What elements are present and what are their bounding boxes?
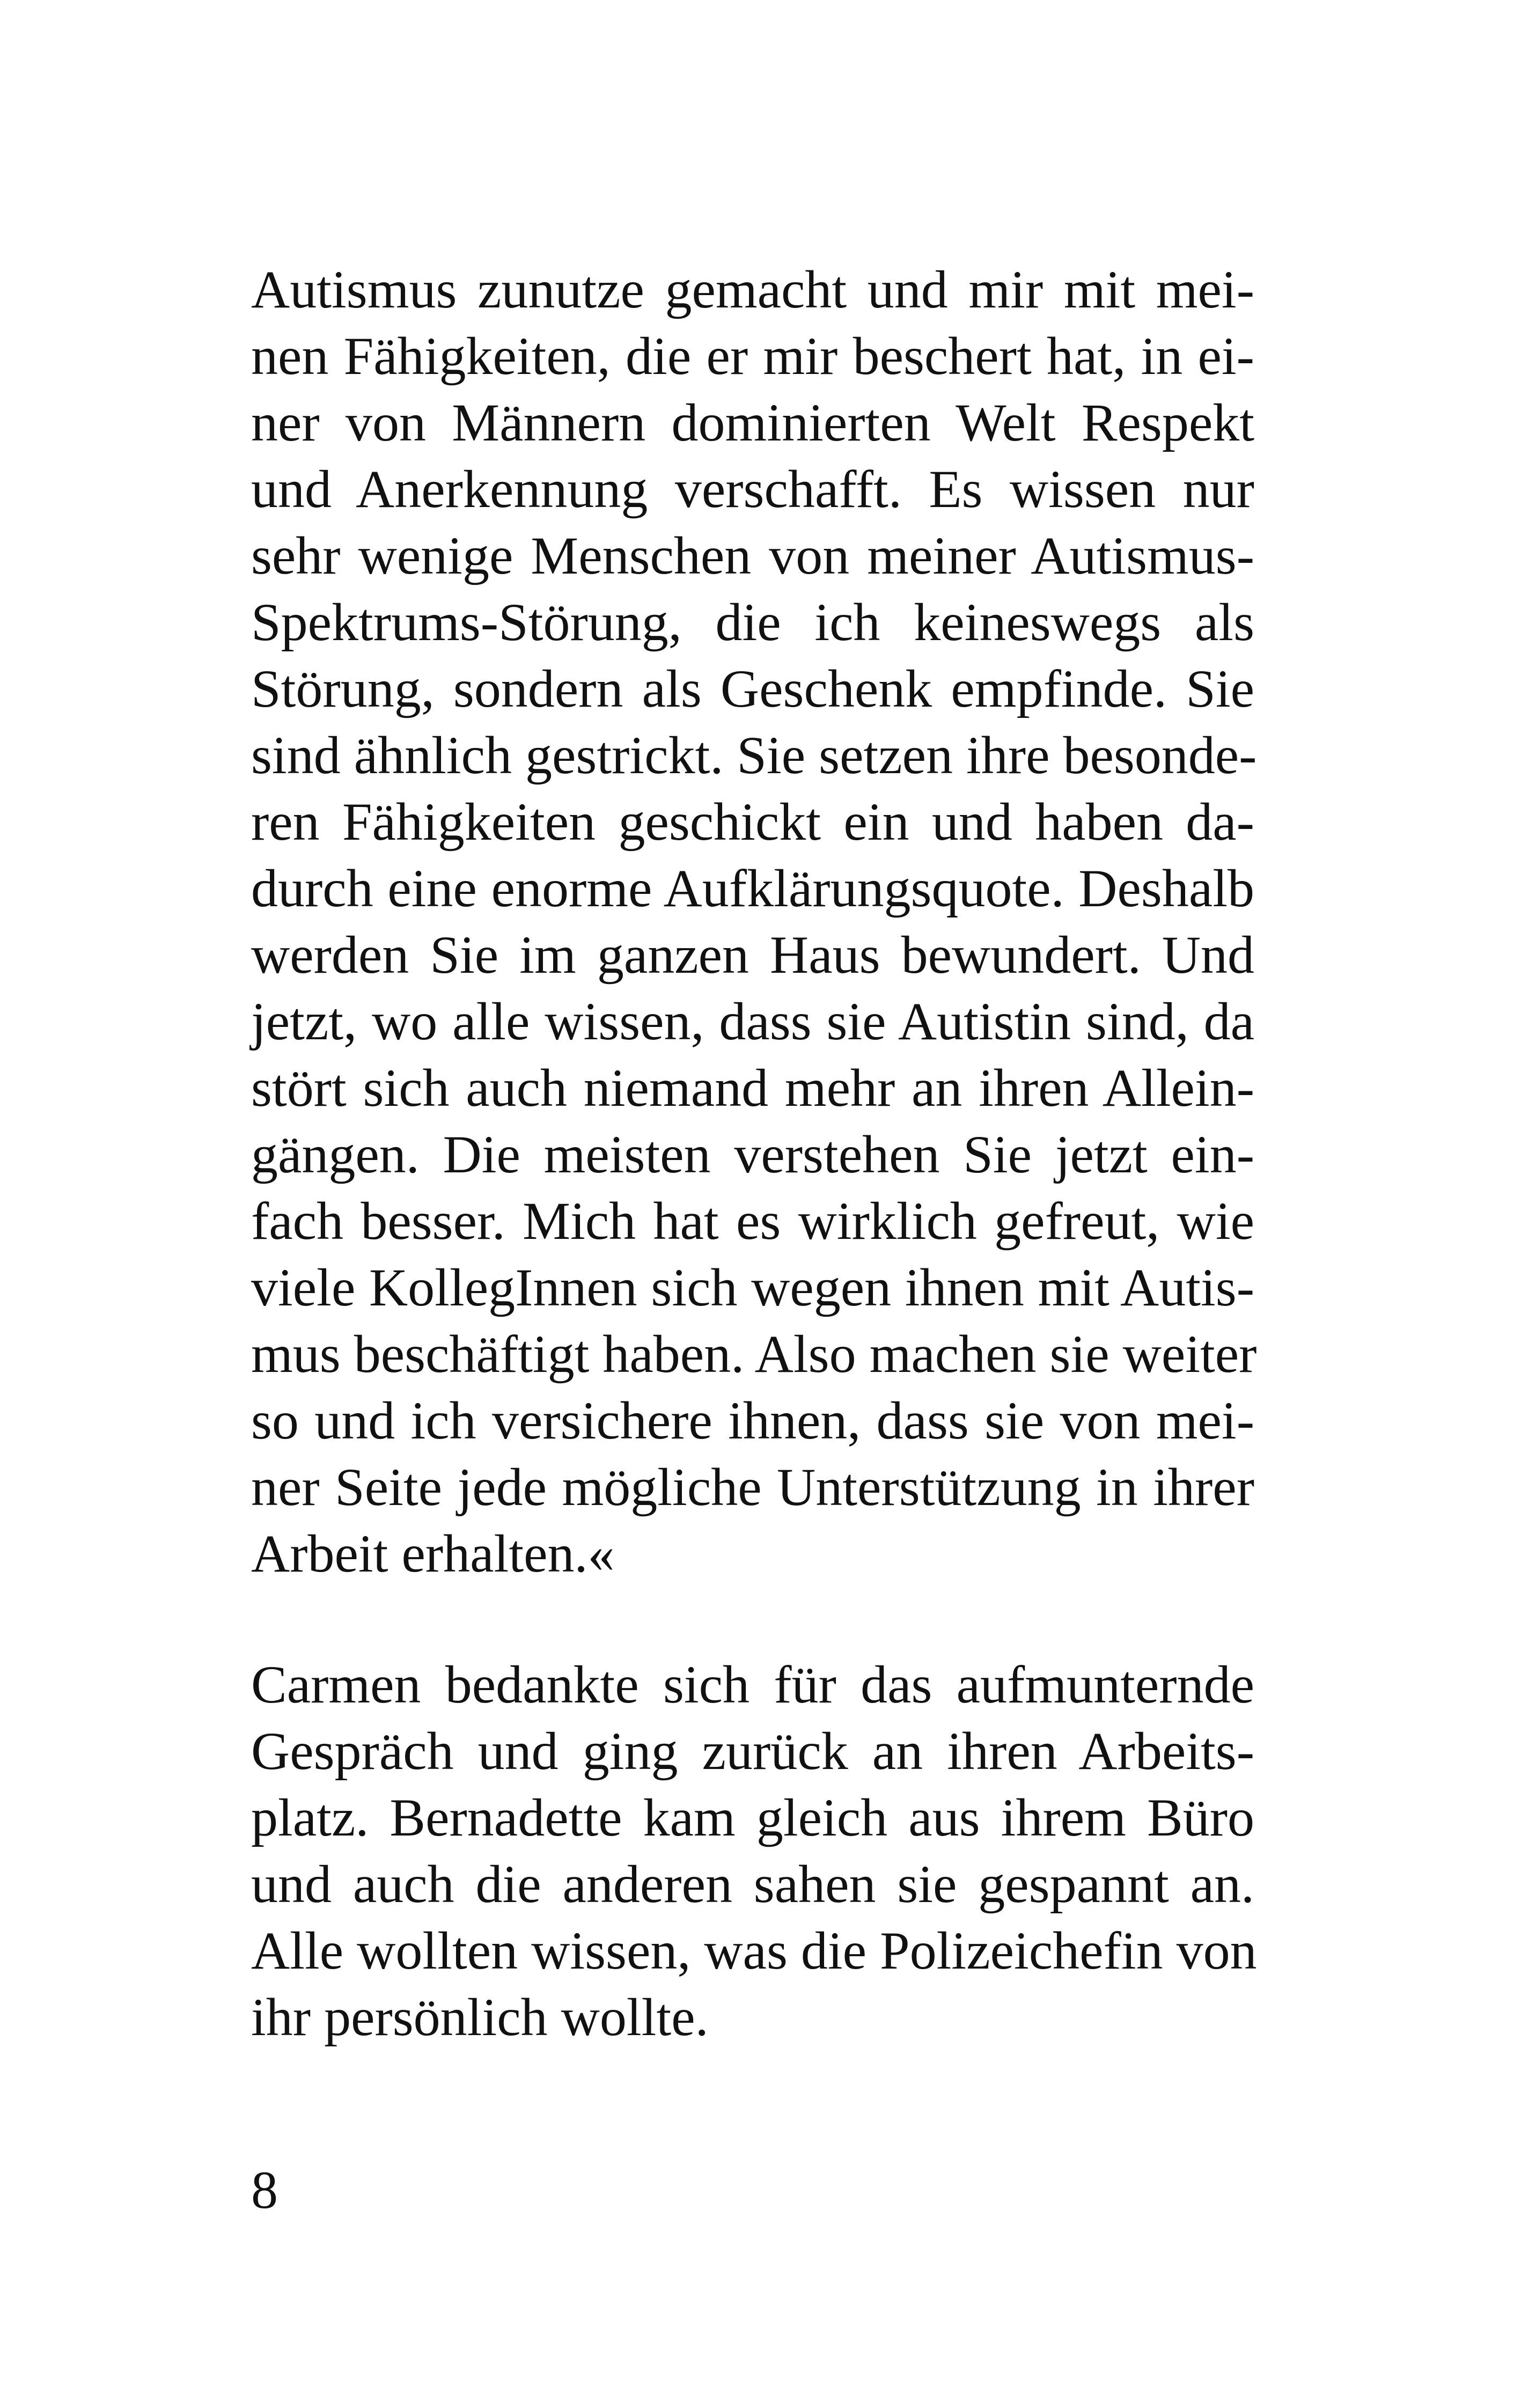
text-line: Spektrums-Störung, die ich keineswegs als xyxy=(251,592,1254,652)
text-line: Arbeit erhalten.« xyxy=(251,1524,615,1583)
text-line: fach besser. Mich hat es wirklich gefreut, wie xyxy=(251,1191,1254,1251)
text-line: so und ich versichere ihnen, dass sie von mei- xyxy=(251,1391,1254,1450)
page-number: 8 xyxy=(251,2160,278,2220)
text-line: ihr persönlich wollte. xyxy=(251,1987,709,2047)
text-line: sehr wenige Menschen von meiner Autismus- xyxy=(251,526,1254,585)
text-line: und auch die anderen sahen sie gespannt an. xyxy=(251,1854,1254,1914)
text-line: ner von Männern dominierten Welt Respekt xyxy=(251,393,1254,452)
text-line: Gespräch und ging zurück an ihren Arbeits- xyxy=(251,1721,1254,1781)
text-line: mus beschäftigt haben. Also machen sie weiter xyxy=(251,1324,1257,1384)
text-line: Autismus zunutze gemacht und mir mit mei- xyxy=(251,260,1254,319)
text-line: ren Fähigkeiten geschickt ein und haben da- xyxy=(251,792,1254,851)
text-line: stört sich auch niemand mehr an ihren Allein- xyxy=(251,1058,1254,1118)
text-line: viele KollegInnen sich wegen ihnen mit Autis- xyxy=(251,1258,1254,1317)
text-line: ner Seite jede mögliche Unterstützung in ihrer xyxy=(251,1457,1254,1517)
text-line: gängen. Die meisten verstehen Sie jetzt ein- xyxy=(251,1125,1254,1184)
text-line: sind ähnlich gestrickt. Sie setzen ihre besonde- xyxy=(251,725,1257,785)
text-line: Carmen bedankte sich für das aufmunternde xyxy=(251,1655,1254,1714)
text-line: platz. Bernadette kam gleich aus ihrem Büro xyxy=(251,1788,1254,1847)
text-line: durch eine enorme Aufklärungsquote. Deshalb xyxy=(251,858,1254,918)
text-line: Störung, sondern als Geschenk empfinde. Sie xyxy=(251,659,1254,718)
text-line: Alle wollten wissen, was die Polizeichefin von xyxy=(251,1921,1257,1980)
text-line: nen Fähigkeiten, die er mir beschert hat, in ei- xyxy=(251,326,1254,386)
text-line: werden Sie im ganzen Haus bewundert. Und xyxy=(251,925,1254,985)
text-line: jetzt, wo alle wissen, dass sie Autistin sind, da xyxy=(251,992,1254,1051)
text-line: und Anerkennung verschafft. Es wissen nur xyxy=(251,459,1254,519)
